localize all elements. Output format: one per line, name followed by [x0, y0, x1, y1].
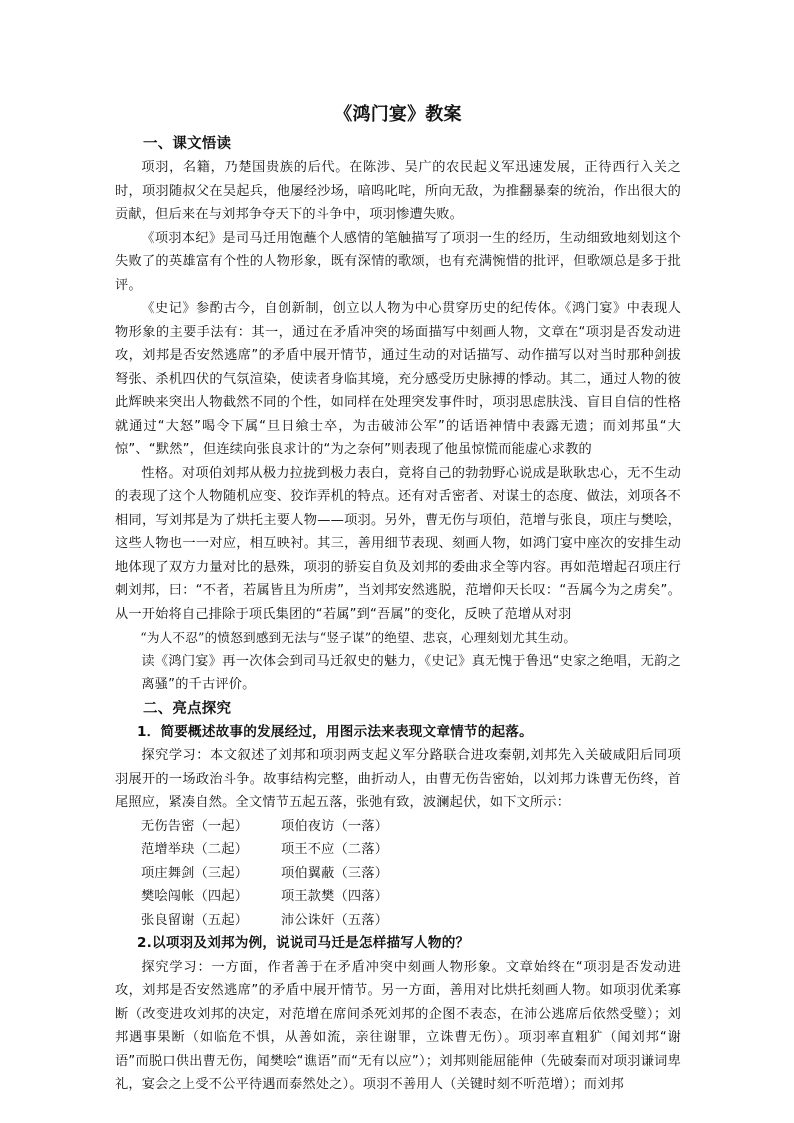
- plot-row: [141, 862, 681, 886]
- plot-row: [141, 815, 681, 839]
- plot-fall: 项伯夜访（一落）: [281, 818, 389, 834]
- plot-rise: 项庄舞剑（三起）: [141, 865, 249, 881]
- plot-rise: 张良留谢（五起）: [141, 912, 249, 928]
- document-title: 《鸿门宴》教案: [334, 104, 462, 125]
- section-heading-reading: 一、课文悟读: [143, 136, 232, 152]
- plot-rise: 樊哙闯帐（四起）: [141, 889, 249, 904]
- paragraph-evaluation: 读《鸿门宴》再一次体会到司马迁叙史的魅力，《史记》真无愧于鲁迅“史家之绝唱，无韵之离骚”的千古评价。: [141, 653, 681, 692]
- answer-1: 探究学习：本文叙述了刘邦和项羽两支起义军分路联合进攻秦朝,刘邦先入关破咸阳后同项羽展开的一场政治斗争。故事结构完整，曲折动人，由曹无伤告密始，以刘邦力诛曹无伤终，首尾照应，紧凑自然。全文情节五起五落，张弛有致，波澜起伏，如下文所示：: [115, 748, 681, 810]
- question-2: 2.以项羽及刘邦为例，说说司马迁是怎样描写人物的？: [137, 935, 470, 951]
- paragraph-benji: 《项羽本纪》是司马迁用饱蘸个人感情的笔触描写了项羽一生的经历，生动细致地刻划这个失败了的英雄富有个性的人物形象，既有深情的歌颂，也有充满惋惜的批评，但歌颂总是多于批评。: [115, 230, 681, 293]
- plot-rise: 范增举玦（二起）: [141, 842, 249, 857]
- paragraph-xiang-yu-intro: 项羽，名籍，乃楚国贵族的后代。在陈涉、吴广的农民起义军迅速发展，正待西行入关之时，项羽随叔父在吴起兵，他屡经沙场，喑呜叱咤，所向无敌，为推翻暴秦的统治，作出很大的贡献，但后来在与刘邦争夺天下的斗争中，项羽惨遭失败。: [115, 160, 681, 222]
- plot-row: [141, 838, 681, 862]
- paragraph-character: 性格。对项伯刘邦从极力拉拢到极力表白，竟将自己的勃勃野心说成是耿耿忠心，无不生动的表现了这个人物随机应变、狡诈弄机的特点。还有对舌密者、对谋士的态度、做法，刘项各不相同，写刘邦是为了烘托主要人物——项羽。另外，曹无伤与项伯，范增与张良，项庄与樊哙，这些人物也一一对应，相互映衬。其三，善用细节表现、刻画人物，如鸿门宴中座次的安排生动地体现了双方力量对比的悬殊，项羽的骄妄自负及刘邦的委曲求全等内容。再如范增起召项庄行刺刘邦，曰：“不者，若属皆且为所虏”，当刘邦安然逃脱，范增仰天长叹：“吾属今为之虏矣”。从一开始将自己排除于项氏集团的“若属”到“吾属”的变化，反映了范增从对羽: [115, 465, 681, 622]
- plot-fall: 沛公诛奸（五落）: [281, 912, 389, 928]
- plot-fall: 项伯翼蔽（三落）: [281, 865, 389, 881]
- question-1: 1．简要概述故事的发展经过，用图示法来表现文章情节的起落。: [137, 723, 533, 740]
- plot-row: [141, 909, 681, 933]
- paragraph-fan-zeng: “为人不忍”的愤怒到感到无法与“竖子谋”的绝望、悲哀，心理刻划尤其生动。: [140, 630, 577, 645]
- document-body: [115, 100, 681, 1097]
- plot-row: [141, 885, 681, 909]
- section-heading-highlights: 二、亮点探究: [143, 700, 232, 717]
- plot-fall: 项王不应（二落）: [281, 842, 389, 857]
- plot-rise: 无伤告密（一起）: [141, 818, 249, 834]
- plot-table: [115, 815, 681, 933]
- plot-fall: 项王款樊（四落）: [281, 889, 389, 904]
- paragraph-shiji-methods: 《史记》参酌古今，自创新制，创立以人物为中心贯穿历史的纪传体。《鸿门宴》中表现人物形象的主要手法有：其一，通过在矛盾冲突的场面描写中刻画人物，文章在“项羽是否发动进攻，刘邦是否安然逃席”的矛盾中展开情节，通过生动的对话描写、动作描写以对当时那种剑拔弩张、杀机四伏的气氛渲染，使读者身临其境，充分感受历史脉搏的悸动。其二，通过人物的彼此辉映来突出人物截然不同的个性，如同样在处理突发事件时，项羽思虑肤浅、盲目自信的性格就通过“大怒”喝令下属“旦日飨士卒，为击破沛公军”的话语神情中表露无遗；而刘邦虽“大惊”、“默然”，但连续向张良求计的“为之奈何”则表现了他虽惊慌而能虚心求教的: [115, 301, 681, 457]
- answer-2: 探究学习：一方面，作者善于在矛盾冲突中刻画人物形象。文章始终在“项羽是否发动进攻，刘邦是否安然逃席”的矛盾中展开情节。另一方面，善用对比烘托刻画人物。如项羽优柔寡断（改变进攻刘邦的决定，对范增在席间杀死刘邦的企图不表态，在沛公逃席后依然受璧）；刘邦遇事果断（如临危不惧，从善如流，亲往谢罪，立诛曹无伤）。项羽率直粗犷（闻刘邦“谢语”而脱口供出曹无伤，闻樊哙“谯语”而“无有以应”）；刘邦则能屈能伸（先破秦而对项羽谦词卑礼，宴会之上受不公平待遇而泰然处之）。项羽不善用人（关键时刻不听范增）；而刘邦: [115, 959, 681, 1092]
